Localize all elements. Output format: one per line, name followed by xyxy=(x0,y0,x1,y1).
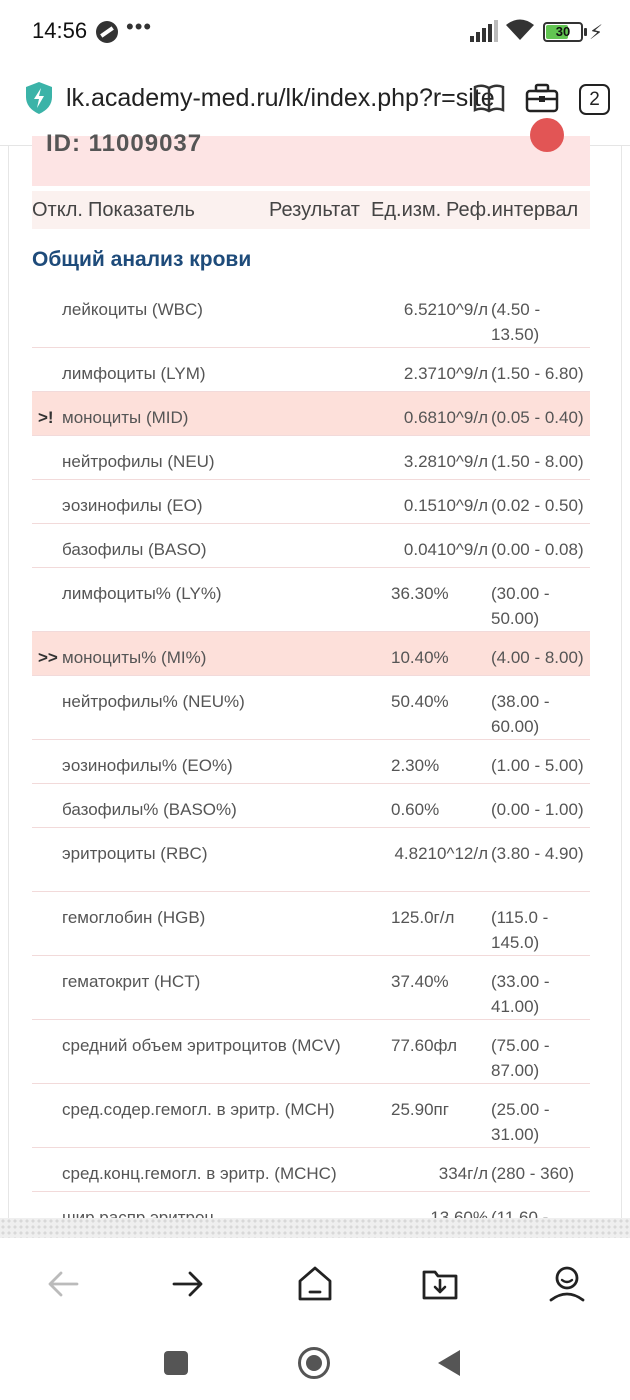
section-title: Общий анализ крови xyxy=(32,248,252,271)
system-home-button[interactable] xyxy=(298,1347,330,1379)
indicator-name: нейтрофилы (NEU) xyxy=(62,452,215,471)
reference-interval: (1.50 - 6.80) xyxy=(491,364,584,383)
table-row xyxy=(32,568,590,632)
browser-bottom-nav xyxy=(0,1238,630,1330)
result-value: 0.60% xyxy=(391,800,440,819)
reference-interval: (0.00 - 0.08) xyxy=(491,540,584,559)
header-ref: Реф.интервал xyxy=(446,199,579,221)
table-row xyxy=(32,436,590,480)
page-border-left xyxy=(8,146,9,1218)
result-value: 77.60фл xyxy=(391,1036,458,1055)
reference-interval: (4.00 - 8.00) xyxy=(491,648,584,667)
table-row xyxy=(32,956,590,1020)
result-value: 0.1510^9/л xyxy=(403,496,488,515)
results-table xyxy=(32,284,590,1236)
table-row xyxy=(32,1084,590,1148)
result-value: 37.40% xyxy=(391,972,449,991)
result-value: 50.40% xyxy=(391,692,449,711)
reader-mode-icon[interactable] xyxy=(472,82,506,114)
indicator-name: средний объем эритроцитов (MCV) xyxy=(62,1036,341,1055)
table-row xyxy=(32,784,590,828)
table-row xyxy=(32,284,590,348)
reference-interval: (30.00 - 50.00) xyxy=(491,584,550,628)
recent-apps-button[interactable] xyxy=(164,1351,188,1375)
header-unit: Ед.изм. xyxy=(371,199,442,221)
table-row xyxy=(32,828,590,892)
reference-interval: (33.00 - 41.00) xyxy=(491,972,550,1016)
reference-interval: (25.00 - 31.00) xyxy=(491,1100,550,1144)
reference-interval: (4.50 - 13.50) xyxy=(491,300,541,344)
result-value: 0.0410^9/л xyxy=(403,540,488,559)
charging-icon: ⚡ xyxy=(589,22,604,44)
indicator-name: моноциты% (MI%) xyxy=(62,648,207,667)
indicator-name: лимфоциты% (LY%) xyxy=(62,584,222,603)
table-row xyxy=(32,1020,590,1084)
indicator-name: гематокрит (HCT) xyxy=(62,972,201,991)
indicator-name: базофилы (BASO) xyxy=(62,540,207,559)
indicator-name: сред.содер.гемогл. в эритр. (MCH) xyxy=(62,1100,335,1119)
reference-interval: (75.00 - 87.00) xyxy=(491,1036,550,1080)
indicator-name: эозинофилы% (EO%) xyxy=(62,756,233,775)
battery-level: 30 xyxy=(555,24,571,39)
result-value: 6.5210^9/л xyxy=(403,300,488,319)
result-value: 36.30% xyxy=(391,584,449,603)
reference-interval: (280 - 360) xyxy=(491,1164,575,1183)
result-value: 125.0г/л xyxy=(391,908,455,927)
page-content xyxy=(0,130,630,1218)
profile-icon[interactable] xyxy=(547,1264,587,1304)
back-arrow-icon[interactable] xyxy=(43,1264,83,1304)
reference-interval: (0.05 - 0.40) xyxy=(491,408,584,427)
table-row xyxy=(32,524,590,568)
status-bar xyxy=(0,0,630,64)
result-value: 334г/л xyxy=(438,1164,488,1183)
deviation-flag: >! xyxy=(38,408,54,427)
indicator-name: гемоглобин (HGB) xyxy=(62,908,206,927)
signal-icon xyxy=(470,20,498,42)
system-navigation-bar xyxy=(0,1330,630,1400)
do-not-disturb-icon xyxy=(96,21,118,43)
downloads-icon[interactable] xyxy=(420,1264,460,1304)
result-value: 0.6810^9/л xyxy=(403,408,488,427)
home-icon[interactable] xyxy=(295,1264,335,1304)
table-row xyxy=(32,740,590,784)
indicator-name: эритроциты (RBC) xyxy=(62,844,208,863)
result-value: 4.8210^12/л xyxy=(394,844,488,863)
page-border-right xyxy=(621,146,622,1218)
table-row xyxy=(32,348,590,392)
table-row xyxy=(32,480,590,524)
more-notifications-icon: ••• xyxy=(126,14,153,39)
indicator-name: лейкоциты (WBC) xyxy=(62,300,203,319)
tab-counter-button[interactable]: 2 xyxy=(579,84,610,115)
table-row xyxy=(32,676,590,740)
reference-interval: (0.00 - 1.00) xyxy=(491,800,584,819)
result-value: 10.40% xyxy=(391,648,449,667)
reference-interval: (1.00 - 5.00) xyxy=(491,756,584,775)
forward-arrow-icon[interactable] xyxy=(168,1264,208,1304)
deviation-flag: >> xyxy=(38,648,58,667)
table-row xyxy=(32,632,590,676)
wifi-icon xyxy=(505,18,535,42)
indicator-name: эозинофилы (EO) xyxy=(62,496,203,515)
indicator-name: сред.конц.гемогл. в эритр. (MCHC) xyxy=(62,1164,337,1183)
patient-id: ID: 11009037 xyxy=(46,130,203,157)
result-value: 25.90пг xyxy=(391,1100,449,1119)
results-table-header xyxy=(32,191,590,229)
indicator-name: лимфоциты (LYM) xyxy=(62,364,206,383)
header-name: Показатель xyxy=(88,199,195,221)
reference-interval: (38.00 - 60.00) xyxy=(491,692,550,736)
reference-interval: (115.0 - 145.0) xyxy=(491,908,549,952)
reference-interval: (1.50 - 8.00) xyxy=(491,452,584,471)
system-back-button[interactable] xyxy=(438,1350,460,1376)
url-field[interactable]: lk.academy-med.ru/lk/index.php?r=site xyxy=(66,84,495,112)
table-row xyxy=(32,392,590,436)
header-flag: Откл. xyxy=(32,199,83,221)
result-value: 2.30% xyxy=(391,756,440,775)
reference-interval: (0.02 - 0.50) xyxy=(491,496,584,515)
battery-icon xyxy=(543,22,583,42)
header-result: Результат xyxy=(269,199,360,221)
indicator-name: базофилы% (BASO%) xyxy=(62,800,237,819)
toolbox-icon[interactable] xyxy=(524,82,560,114)
reference-interval: (3.80 - 4.90) xyxy=(491,844,584,863)
result-value: 2.3710^9/л xyxy=(403,364,488,383)
indicator-name: моноциты (MID) xyxy=(62,408,189,427)
status-indicator-icon xyxy=(530,118,564,152)
table-row xyxy=(32,1148,590,1192)
result-value: 3.2810^9/л xyxy=(403,452,488,471)
secure-shield-icon[interactable] xyxy=(24,81,54,115)
table-row xyxy=(32,892,590,956)
patient-info-box xyxy=(32,130,590,186)
clock: 14:56 xyxy=(32,18,88,43)
page-end-pattern xyxy=(0,1218,630,1238)
indicator-name: нейтрофилы% (NEU%) xyxy=(62,692,245,711)
